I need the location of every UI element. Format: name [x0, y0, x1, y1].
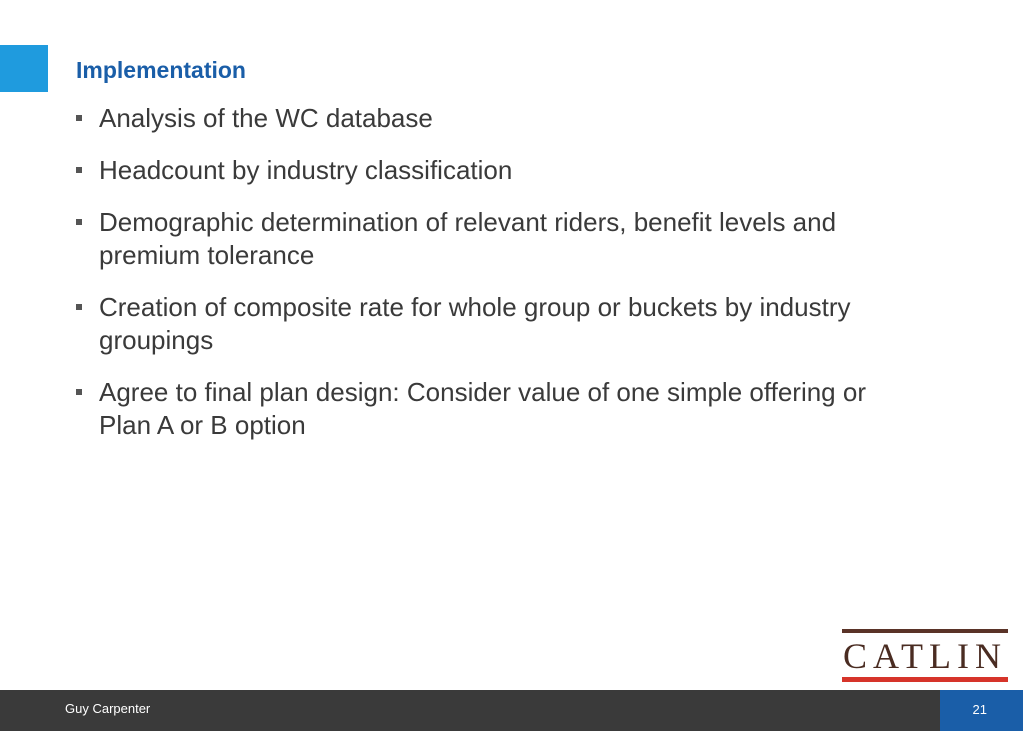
square-bullet-icon [76, 219, 82, 225]
accent-square [0, 45, 48, 92]
footer-bar [0, 690, 1023, 731]
bullet-item [76, 291, 916, 357]
logo-bottom-bar [842, 677, 1008, 682]
bullet-item [76, 154, 916, 187]
footer-company: Guy Carpenter [65, 701, 151, 716]
square-bullet-icon [76, 167, 82, 173]
bullet-text: Demographic determination of relevant riders, benefit levels and premium tolerance [99, 207, 837, 270]
page-number-box [940, 690, 1023, 731]
bullet-item [76, 102, 916, 135]
bullet-text: Creation of composite rate for whole group or buckets by industry groupings [99, 292, 851, 355]
bullet-item [76, 206, 916, 272]
square-bullet-icon [76, 304, 82, 310]
bullet-list [76, 102, 916, 461]
square-bullet-icon [76, 389, 82, 395]
bullet-text: Analysis of the WC database [99, 103, 433, 133]
bullet-item [76, 376, 916, 442]
catlin-logo [842, 629, 1008, 683]
bullet-text: Headcount by industry classification [99, 155, 513, 185]
slide-title: Implementation [76, 57, 246, 83]
page-number: 21 [972, 702, 987, 717]
bullet-text: Agree to final plan design: Consider value of one simple offering or Plan A or B option [99, 377, 866, 440]
square-bullet-icon [76, 115, 82, 121]
logo-text: CATLIN [843, 636, 1007, 676]
logo-top-bar [842, 629, 1008, 633]
